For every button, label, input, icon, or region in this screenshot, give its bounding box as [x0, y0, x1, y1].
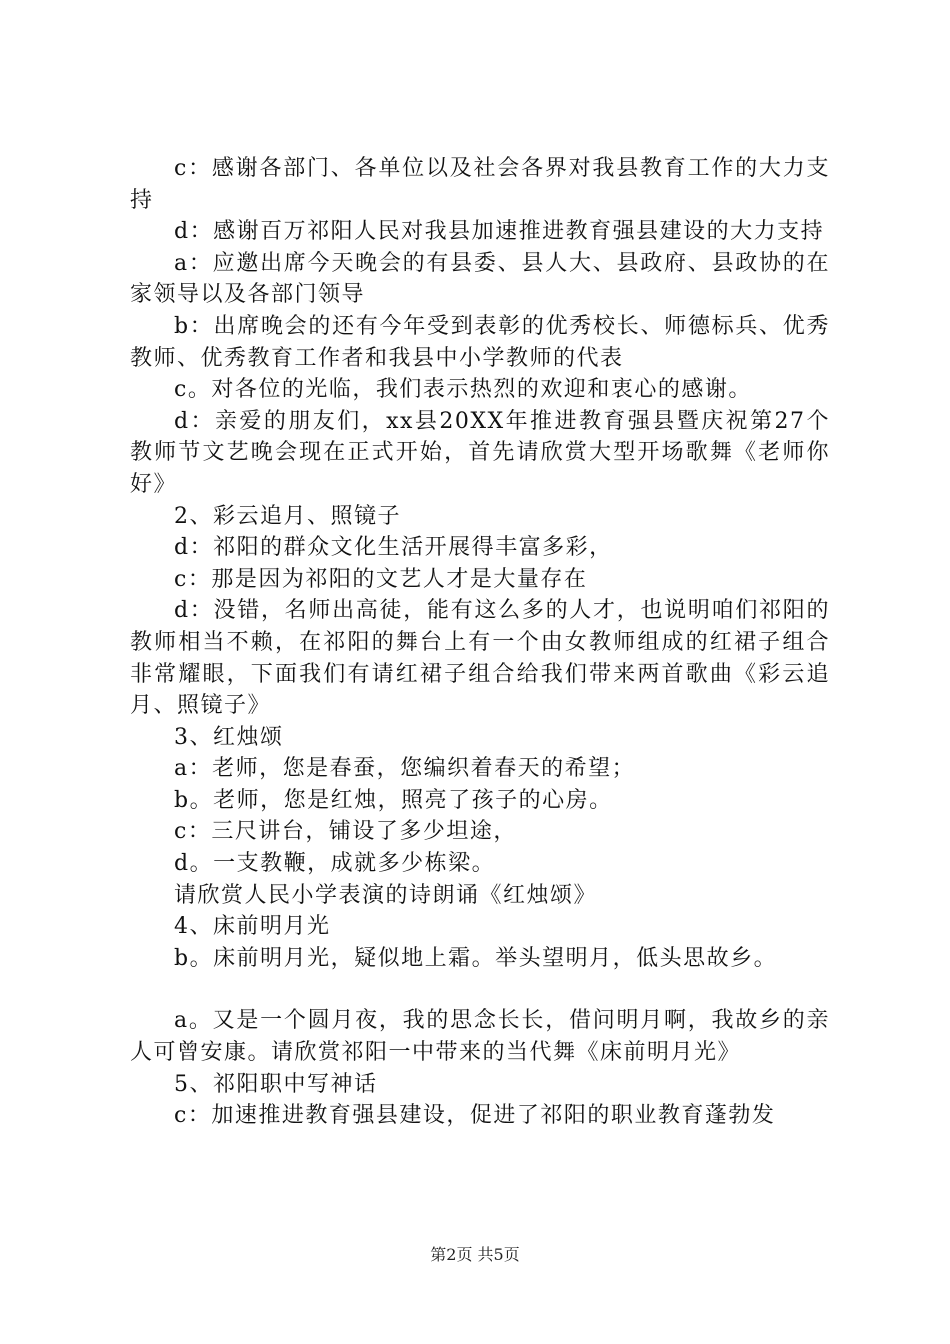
document-body	[130, 153, 830, 1132]
paragraph: a：老师，您是春蚕，您编织着春天的希望；	[174, 756, 636, 782]
paragraph: a。又是一个圆月夜，我的思念长长，借问明月啊，我故乡的亲人可曾安康。请欣赏祁阳一中带来的当代舞《床前明月光》	[130, 1008, 830, 1066]
page-footer: 第2页 共5页	[430, 1245, 520, 1264]
paragraph: c：感谢各部门、各单位以及社会各界对我县教育工作的大力支持	[130, 156, 830, 213]
section-heading: 4、床前明月光	[174, 914, 331, 940]
paragraph: b：出席晚会的还有今年受到表彰的优秀校长、师德标兵、优秀教师、优秀教育工作者和我县中小学教师的代表	[130, 313, 830, 371]
paragraph: c：加速推进教育强县建设，促进了祁阳的职业教育蓬勃发	[174, 1103, 776, 1129]
paragraph: b。床前明月光，疑似地上霜。举头望明月，低头思故乡。	[174, 945, 778, 971]
section-heading: 5、祁阳职中写神话	[174, 1071, 378, 1097]
paragraph: c。对各位的光临，我们表示热烈的欢迎和衷心的感谢。	[174, 377, 752, 403]
paragraph: d：亲爱的朋友们，xx县20XX年推进教育强县暨庆祝第27个教师节文艺晚会现在正式开始，首先请欣赏大型开场歌舞《老师你好》	[130, 408, 830, 497]
paragraph: d：感谢百万祁阳人民对我县加速推进教育强县建设的大力支持	[174, 219, 825, 245]
section-heading: 3、红烛颂	[174, 724, 284, 750]
paragraph: b。老师，您是红烛，照亮了孩子的心房。	[174, 787, 613, 813]
paragraph: c：三尺讲台，铺设了多少坦途，	[174, 819, 517, 845]
paragraph: c：那是因为祁阳的文艺人才是大量存在	[174, 566, 588, 592]
paragraph: a：应邀出席今天晚会的有县委、县人大、县政府、县政协的在家领导以及各部门领导	[130, 250, 830, 308]
paragraph: 请欣赏人民小学表演的诗朗诵《红烛颂》	[174, 882, 598, 908]
paragraph: d。一支教鞭，成就多少栋梁。	[174, 851, 496, 877]
paragraph: d：祁阳的群众文化生活开展得丰富多彩，	[174, 535, 613, 561]
section-heading: 2、彩云追月、照镜子	[174, 503, 401, 529]
paragraph: d：没错，名师出高徒，能有这么多的人才，也说明咱们祁阳的教师相当不赖，在祁阳的舞台上有一个由女教师组成的红裙子组合非常耀眼，下面我们有请红裙子组合给我们带来两首歌曲《彩云追月、照镜子》	[130, 598, 830, 719]
